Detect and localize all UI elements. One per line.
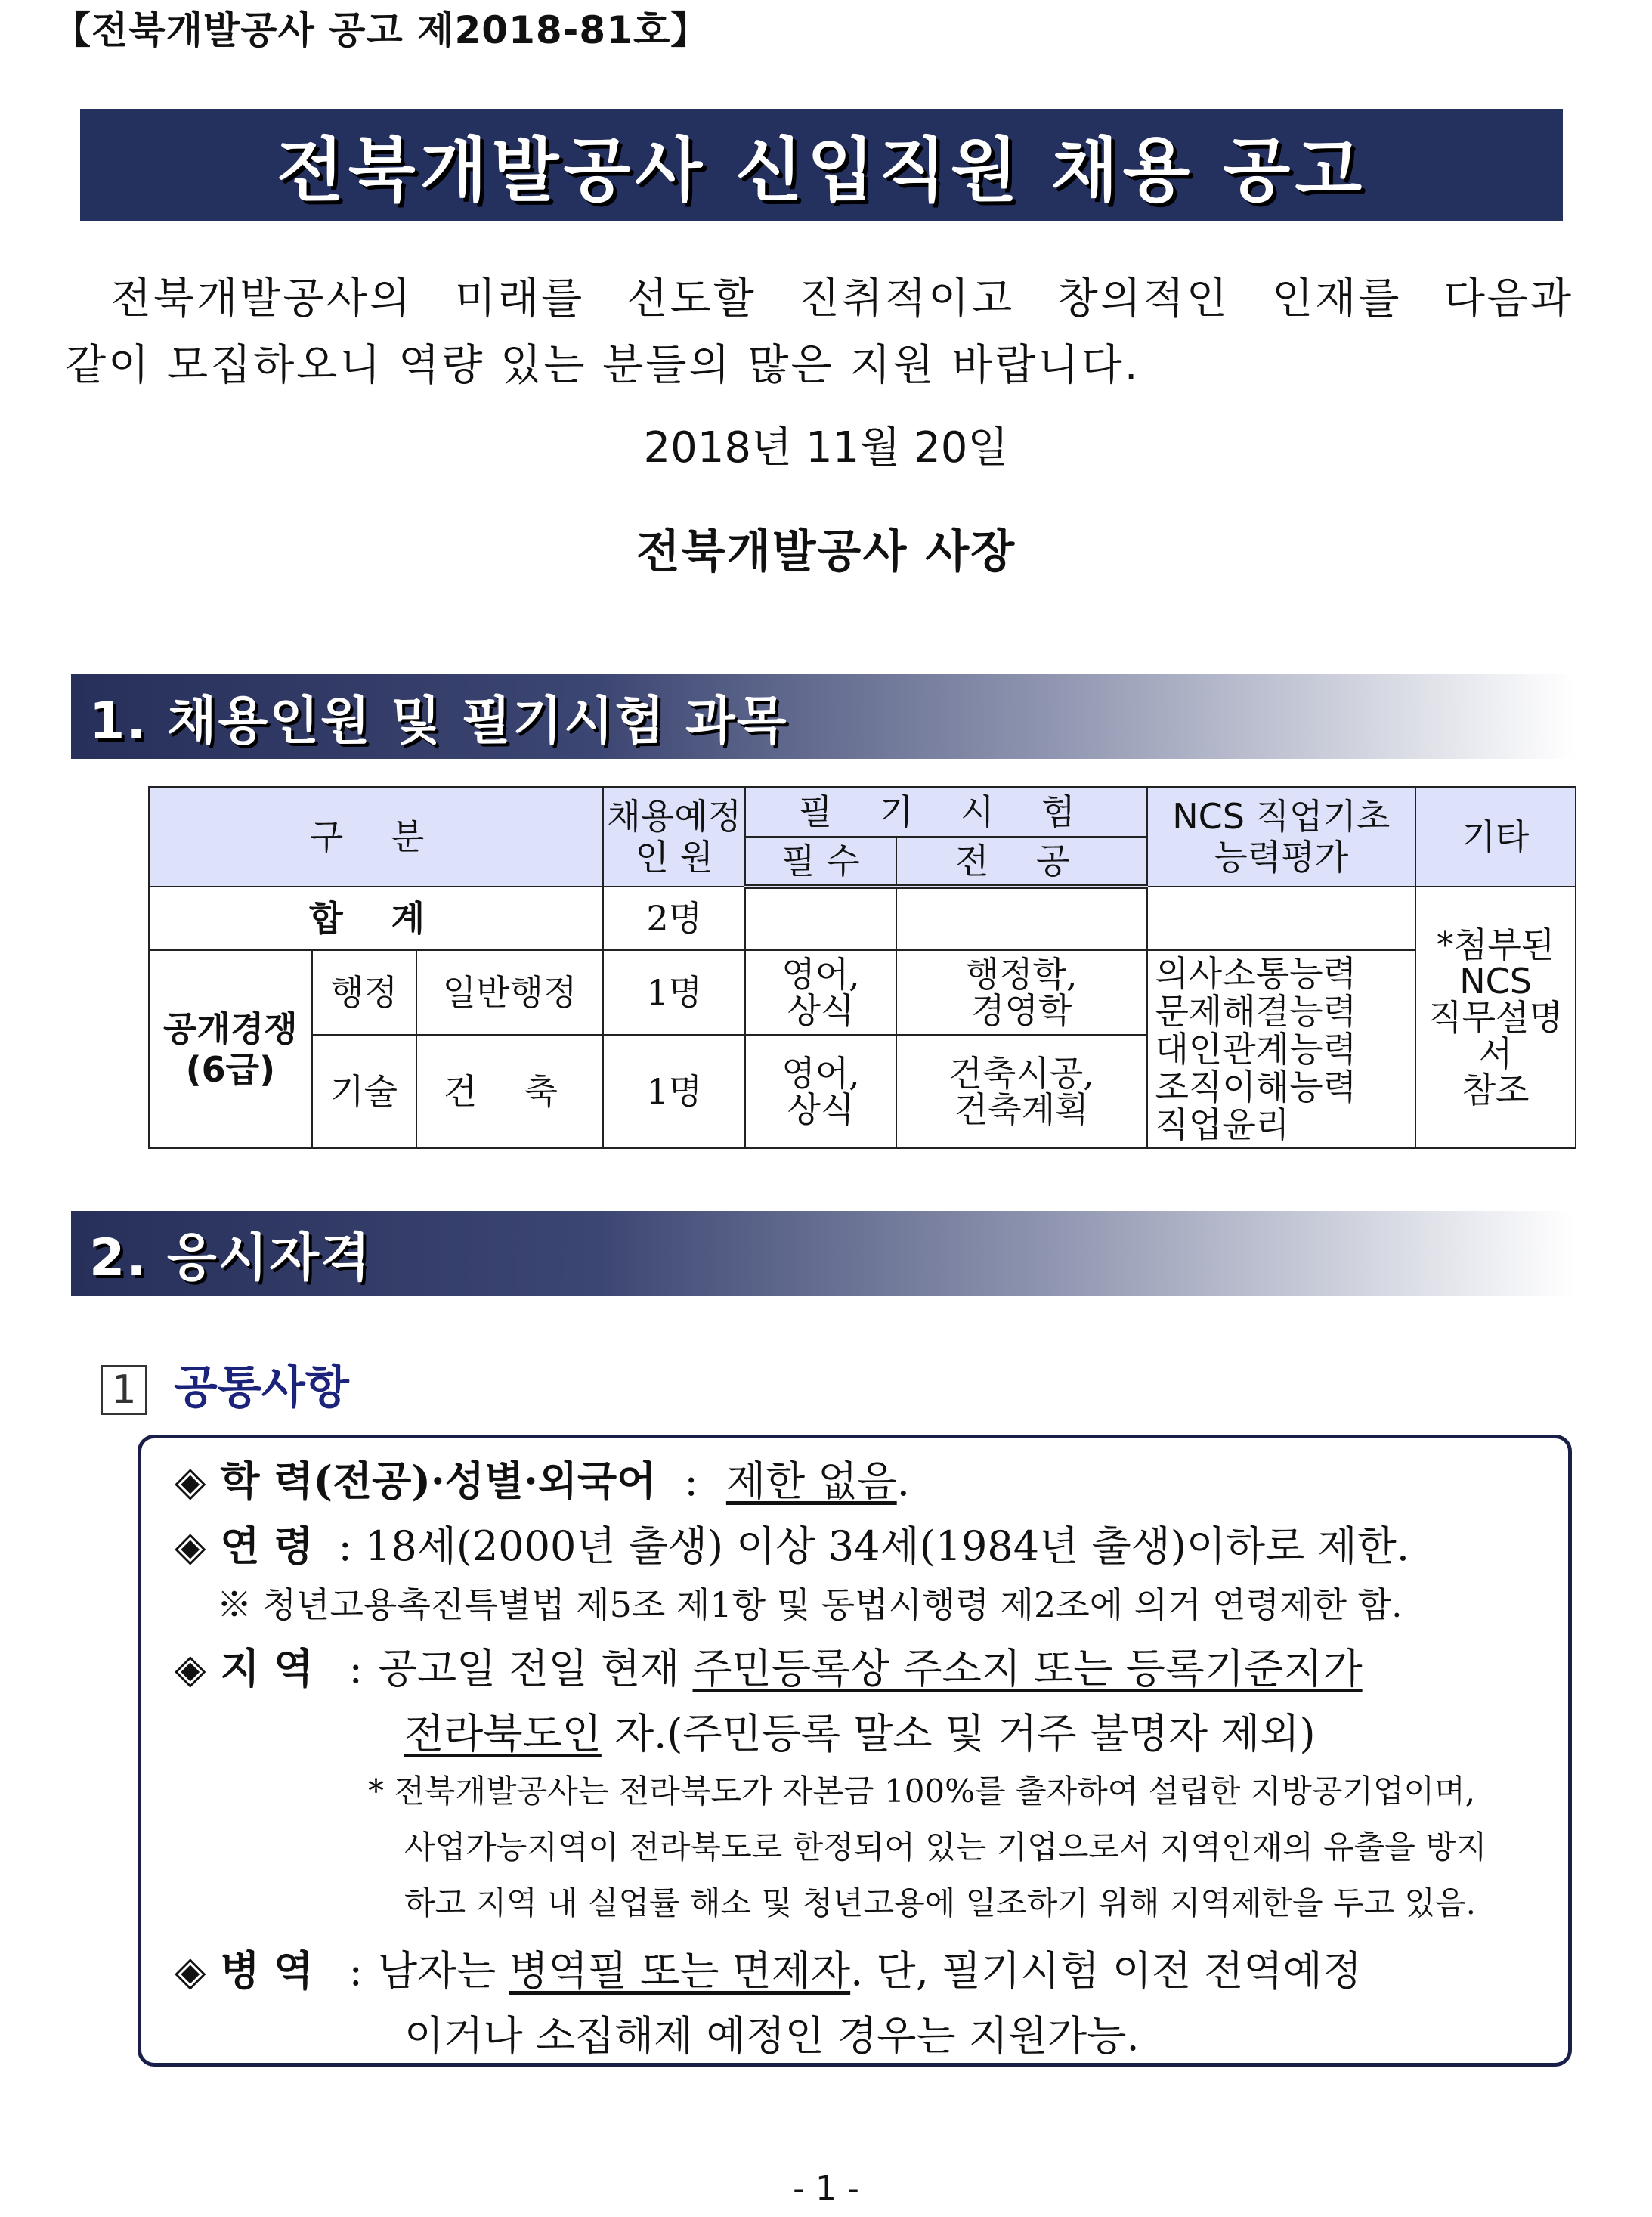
row-major bbox=[896, 950, 1147, 1035]
header-etc: 기타 bbox=[1415, 787, 1576, 887]
header-planned-line1: 채용예정 bbox=[607, 796, 742, 837]
section-2-heading: 2. 응시자격 bbox=[89, 1228, 372, 1288]
intro-line-2: 같이 모집하오니 역량 있는 분들의 많은 지원 바랍니다. bbox=[65, 341, 1140, 390]
etc-line-1: *첨부된 bbox=[1436, 924, 1555, 965]
subsection-title: 공통사항 bbox=[174, 1361, 349, 1414]
qualification-box bbox=[138, 1435, 1572, 2067]
row-major bbox=[896, 1035, 1147, 1148]
table-row-total bbox=[149, 887, 1576, 950]
row-major-line1: 건축시공, bbox=[948, 1053, 1094, 1094]
group-line2: (6급) bbox=[185, 1049, 276, 1090]
title-banner bbox=[80, 109, 1563, 221]
group-line1: 공개경쟁 bbox=[163, 1008, 298, 1049]
header-ncs bbox=[1147, 787, 1416, 887]
recruitment-table bbox=[148, 786, 1576, 1149]
qual-military-label: ◈ 병 역 bbox=[175, 1946, 314, 1995]
qual-region-text1: 공고일 전일 현재 bbox=[377, 1645, 693, 1692]
row-major-line1: 행정학, bbox=[965, 954, 1078, 995]
qual-age bbox=[175, 1514, 1409, 1572]
section-1-heading: 1. 채용인원 및 필기시험 과목 bbox=[89, 691, 788, 751]
qual-education-label: ◈ 학 력(전공)·성별·외국어 bbox=[175, 1457, 657, 1505]
etc-note bbox=[1415, 887, 1576, 1148]
header-major: 전 공 bbox=[896, 837, 1147, 887]
ncs-item: 문제해결능력 bbox=[1155, 991, 1357, 1032]
header-category: 구 분 bbox=[149, 787, 603, 887]
qual-age-label: ◈ 연 령 bbox=[175, 1522, 314, 1570]
announcement-date: 2018년 11월 20일 bbox=[643, 423, 1009, 472]
etc-line-3: 직무설명서 bbox=[1428, 997, 1563, 1074]
etc-line-4: 참조 bbox=[1462, 1070, 1530, 1110]
qual-region-label: ◈ 지 역 bbox=[175, 1644, 314, 1692]
total-required bbox=[745, 887, 896, 950]
total-label: 합 계 bbox=[149, 887, 603, 950]
row-required-line1: 영어, bbox=[781, 954, 860, 995]
row-major-line2: 건축계획 bbox=[954, 1089, 1089, 1130]
page-number: - 1 - bbox=[793, 2169, 859, 2208]
qual-age-value: : 18세(2000년 출생) 이상 34세(1984년 출생)이하로 제한. bbox=[338, 1522, 1409, 1570]
row-required bbox=[745, 950, 896, 1035]
page-title: 전북개발공사 신입직원 채용 공고 bbox=[276, 130, 1367, 211]
ncs-item: 대인관계능력 bbox=[1155, 1029, 1357, 1070]
qual-region-line2 bbox=[404, 1701, 1316, 1760]
header-written-exam: 필 기 시 험 bbox=[745, 787, 1146, 837]
row-field: 기술 bbox=[312, 1035, 416, 1148]
qual-region-text2-underlined: 전라북도인 bbox=[404, 1710, 602, 1757]
qual-military-colon: : bbox=[348, 1947, 363, 1995]
qual-region-note-3: 하고 지역 내 실업률 해소 및 청년고용에 일조하기 위해 지역제한을 두고 있음. bbox=[404, 1884, 1476, 1921]
row-job: 건 축 bbox=[416, 1035, 604, 1148]
intro-line-1: 전북개발공사의 미래를 선도할 진취적이고 창의적인 인재를 다음과 bbox=[110, 274, 1573, 324]
row-major-line2: 경영학 bbox=[971, 990, 1072, 1031]
row-required-line2: 상식 bbox=[787, 990, 855, 1031]
subsection-common bbox=[101, 1352, 349, 1417]
qual-military bbox=[175, 1939, 1362, 1997]
row-required bbox=[745, 1035, 896, 1148]
header-ncs-line2: 능력평가 bbox=[1214, 837, 1349, 878]
table-header-row bbox=[149, 787, 1576, 837]
qual-age-note: ※ 청년고용촉진특별법 제5조 제1항 및 동법시행령 제2조에 의거 연령제한 함. bbox=[217, 1584, 1403, 1625]
qual-region-note-2: 사업가능지역이 전라북도로 한정되어 있는 기업으로서 지역인재의 유출을 방지 bbox=[404, 1828, 1487, 1866]
total-count: 2명 bbox=[603, 887, 745, 950]
qual-military-text1-underlined: 병역필 또는 면제자 bbox=[509, 1947, 851, 1995]
row-required-line2: 상식 bbox=[787, 1089, 855, 1130]
ncs-item: 의사소통능력 bbox=[1155, 953, 1357, 994]
qual-education-value: 제한 없음 bbox=[725, 1457, 897, 1505]
intro-paragraph bbox=[65, 266, 1573, 399]
notice-number: 【전북개발공사 공고 제2018-81호】 bbox=[53, 8, 710, 52]
row-count: 1명 bbox=[603, 1035, 745, 1148]
section-2-heading-bar bbox=[71, 1211, 1575, 1296]
issuer: 전북개발공사 사장 bbox=[636, 525, 1016, 578]
qual-education bbox=[175, 1449, 910, 1507]
header-planned-line2: 인 원 bbox=[635, 837, 713, 878]
qual-region bbox=[175, 1636, 1363, 1695]
qual-education-colon: : bbox=[684, 1457, 698, 1505]
total-ncs bbox=[1147, 887, 1416, 950]
qual-military-text1a: 남자는 bbox=[377, 1947, 509, 1995]
ncs-item: 직업윤리 bbox=[1155, 1104, 1290, 1145]
group-label bbox=[149, 950, 312, 1148]
qual-region-note-1: * 전북개발공사는 전라북도가 자본금 100%를 출자하여 설립한 지방공기업이며, bbox=[368, 1773, 1476, 1810]
qual-region-text2: 자.(주민등록 말소 및 거주 불명자 제외) bbox=[601, 1710, 1316, 1757]
qual-education-dot: . bbox=[896, 1457, 910, 1505]
header-planned bbox=[603, 787, 745, 887]
row-count: 1명 bbox=[603, 950, 745, 1035]
header-ncs-line1: NCS 직업기초 bbox=[1172, 796, 1391, 837]
qual-region-colon: : bbox=[348, 1645, 363, 1692]
qual-military-text1b: . 단, 필기시험 이전 전역예정 bbox=[850, 1947, 1362, 1995]
subsection-number: 1 bbox=[101, 1365, 147, 1415]
row-field: 행정 bbox=[312, 950, 416, 1035]
row-required-line1: 영어, bbox=[781, 1053, 860, 1094]
total-major bbox=[896, 887, 1147, 950]
table-row bbox=[149, 950, 1576, 1035]
qual-region-text1-underlined: 주민등록상 주소지 또는 등록기준지가 bbox=[692, 1645, 1363, 1692]
row-job: 일반행정 bbox=[416, 950, 604, 1035]
ncs-item: 조직이해능력 bbox=[1155, 1067, 1357, 1107]
qual-military-line2: 이거나 소집해제 예정인 경우는 지원가능. bbox=[404, 2012, 1140, 2060]
header-required: 필 수 bbox=[745, 837, 896, 887]
etc-line-2: NCS bbox=[1459, 961, 1532, 1002]
ncs-items bbox=[1147, 950, 1416, 1148]
section-1-heading-bar bbox=[71, 674, 1575, 759]
